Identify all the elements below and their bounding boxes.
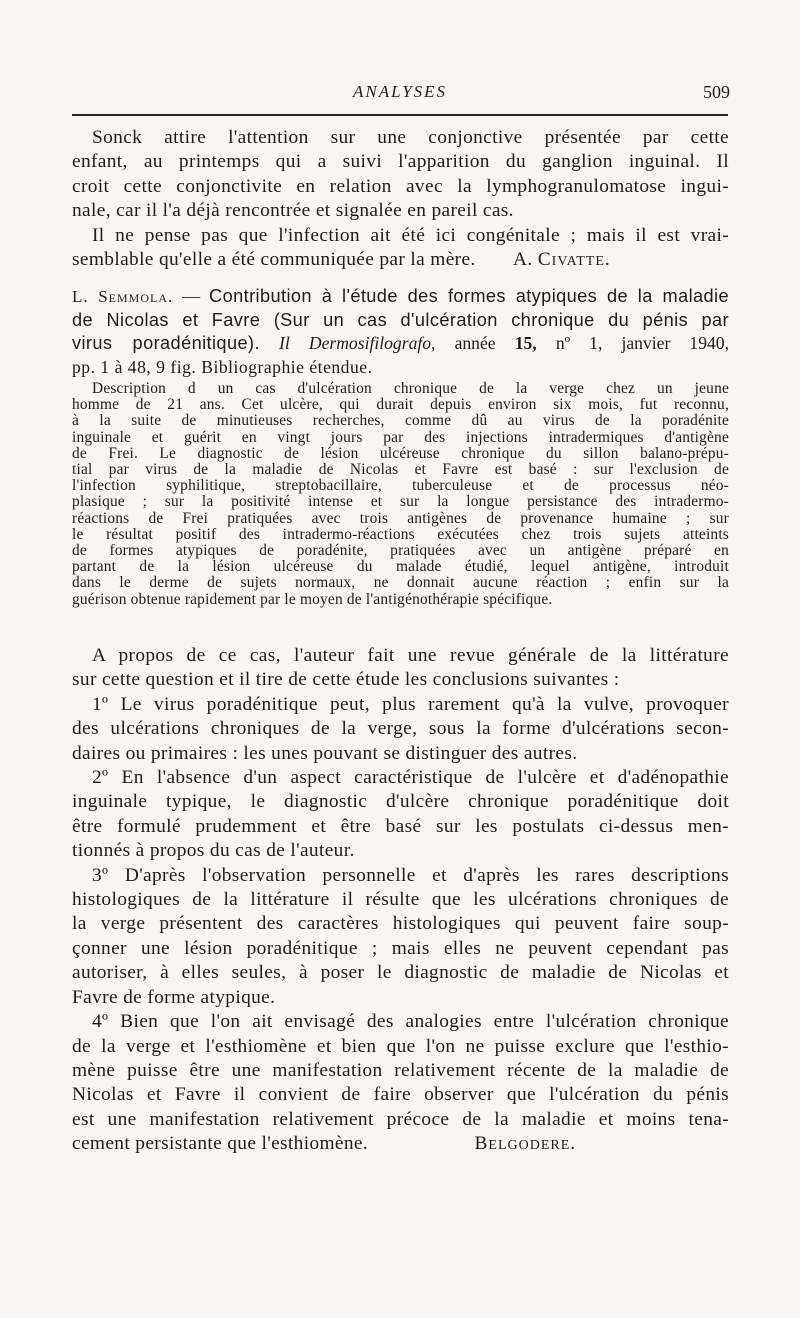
text-line: sur cette question et il tire de cette étude les conclusions suivantes : (72, 669, 620, 691)
text-line: l'infection syphilitique, streptobacillaire, tuberculeuse et de processus néo- (72, 477, 729, 495)
text-line: réactions de Frei pratiquées avec trois antigènes de provenance humaine ; sur (72, 509, 729, 527)
text-line: histologiques de la littérature il résulte que les ulcérations chroniques de (72, 889, 729, 911)
intro-paragraphs (72, 126, 729, 272)
text-line: nale, car il l'a déjà rencontrée et signalée en pareil cas. (72, 200, 514, 222)
text-line: est une manifestation relativement précoce de la maladie et moins tena- (72, 1108, 729, 1130)
citation-dash: — (182, 286, 201, 306)
text-line: 1º Le virus poradénitique peut, plus rarement qu'à la vulve, provoquer (92, 693, 729, 715)
text-line: de formes atypiques de poradénite, pratiquées avec un antigène préparé en (72, 542, 729, 560)
text-line: plasique ; sur la positivité intense et sur la longue persistance des intradermo- (72, 493, 729, 511)
text-line: la verge présentent des caractères histologiques qui peuvent faire soup- (72, 913, 729, 935)
text-line: enfant, au printemps qui a suivi l'apparition du ganglion inguinal. Il (72, 151, 729, 173)
text-line: 2º En l'absence d'un aspect caractéristique de l'ulcère et d'adénopathie (92, 767, 729, 789)
text-line: être formulé prudemment et être basé sur les postulats ci-dessus men- (72, 815, 729, 837)
text-line: le résultat positif des intradermo-réactions exécutées chez trois sujets atteints (72, 525, 729, 543)
text-line: Favre de forme atypique. (72, 986, 276, 1008)
running-head-title: ANALYSES (352, 82, 448, 101)
text-line: inguinale typique, le diagnostic d'ulcère chronique poradénitique doit (72, 791, 729, 813)
text-line: Description d un cas d'ulcération chronique de la verge chez un jeune (92, 380, 729, 397)
citation-title-1: Contribution à l'étude des formes atypiques de la maladie (209, 286, 730, 306)
text-line: partant de la lésion ulcéreuse du malade étudié, lequel antigène, introduit (72, 558, 729, 576)
text-line: Nicolas et Favre il convient de faire observer que l'ulcération du pénis (72, 1084, 729, 1106)
signature-initial: A. (512, 249, 533, 271)
page-number: 509 (703, 82, 730, 102)
text-line: 3º D'après l'observation personnelle et d'après les rares descriptions (92, 864, 729, 886)
text-line: de la verge et l'esthiomène et bien que l'on ne puisse exclure que l'esthio- (72, 1035, 729, 1057)
text-line: cement persistante que l'esthiomène. (72, 1133, 369, 1155)
citation-heading (72, 285, 729, 379)
text-line: inguinale et guérit en vingt jours par des injections intradermiques d'antigène (72, 428, 729, 446)
text-line: daires ou primaires : les unes pouvant se distinguer des autres. (72, 742, 578, 764)
citation-title-3: virus poradénitique). (72, 333, 260, 353)
text-line: 4º Bien que l'on ait envisagé des analogies entre l'ulcération chronique (92, 1011, 729, 1033)
signature-line (72, 248, 729, 272)
summary-paragraph (72, 381, 729, 608)
text-line: mène puisse être une manifestation relativement récente de la maladie de (72, 1059, 729, 1081)
citation-line-3 (72, 332, 729, 356)
text-line: croit cette conjonctivite en relation avec la lymphogranulomatose ingui- (72, 175, 729, 197)
signature-line (72, 1132, 729, 1156)
citation-line-1 (72, 285, 729, 309)
text-line: guérison obtenue rapidement par le moyen de l'antigénothérapie spécifique. (72, 590, 553, 608)
text-line: à la suite de minutieuses recherches, comme dû au virus de la poradénite (72, 412, 729, 430)
running-head (70, 82, 730, 108)
text-line: homme de 21 ans. Cet ulcère, qui durait depuis environ six mois, fut reconnu, (72, 396, 729, 414)
citation-pages: pp. 1 à 48, 9 fig. Bibliographie étendue. (72, 356, 373, 377)
signature-name: Belgodere. (474, 1133, 577, 1155)
review-paragraphs (72, 644, 729, 1157)
text-line: A propos de ce cas, l'auteur fait une revue générale de la littérature (92, 645, 729, 666)
citation-title-2: de Nicolas et Favre (Sur un cas d'ulcération chronique du pénis par (72, 309, 729, 330)
header-rule (72, 114, 728, 116)
text-line: dans le derme de sujets normaux, ne donnait aucune réaction ; enfin sur la (72, 574, 729, 592)
text-line: autoriser, à elles seules, à poser le diagnostic de maladie de Nicolas et (72, 962, 729, 984)
text-line: semblable qu'elle a été communiquée par la mère. (72, 249, 476, 271)
citation-author: L. Semmola. (72, 287, 174, 306)
citation-volume: 15, (514, 333, 537, 353)
text-line: tionnés à propos du cas de l'auteur. (72, 840, 355, 862)
text-line: de Frei. Le diagnostic de lésion ulcéreuse chronique du sillon balano-prépu- (72, 444, 729, 462)
citation-journal: Il Dermosifilografo, (279, 333, 436, 353)
signature-name: Civatte. (537, 249, 611, 271)
text-line: Il ne pense pas que l'infection ait été ici congénitale ; mais il est vrai- (92, 224, 729, 246)
text-line: des ulcérations chroniques de la verge, sous la forme d'ulcérations secon- (72, 718, 729, 740)
citation-details-a: année (454, 333, 496, 353)
text-line: çonner une lésion poradénitique ; mais elles ne peuvent cependant pas (72, 937, 729, 959)
citation-details-b: nº 1, janvier 1940, (555, 333, 729, 353)
text-line: Sonck attire l'attention sur une conjonctive présentée par cette (92, 127, 729, 148)
text-line: tial par virus de la maladie de Nicolas et Favre est basé : sur l'exclusion de (72, 461, 729, 479)
